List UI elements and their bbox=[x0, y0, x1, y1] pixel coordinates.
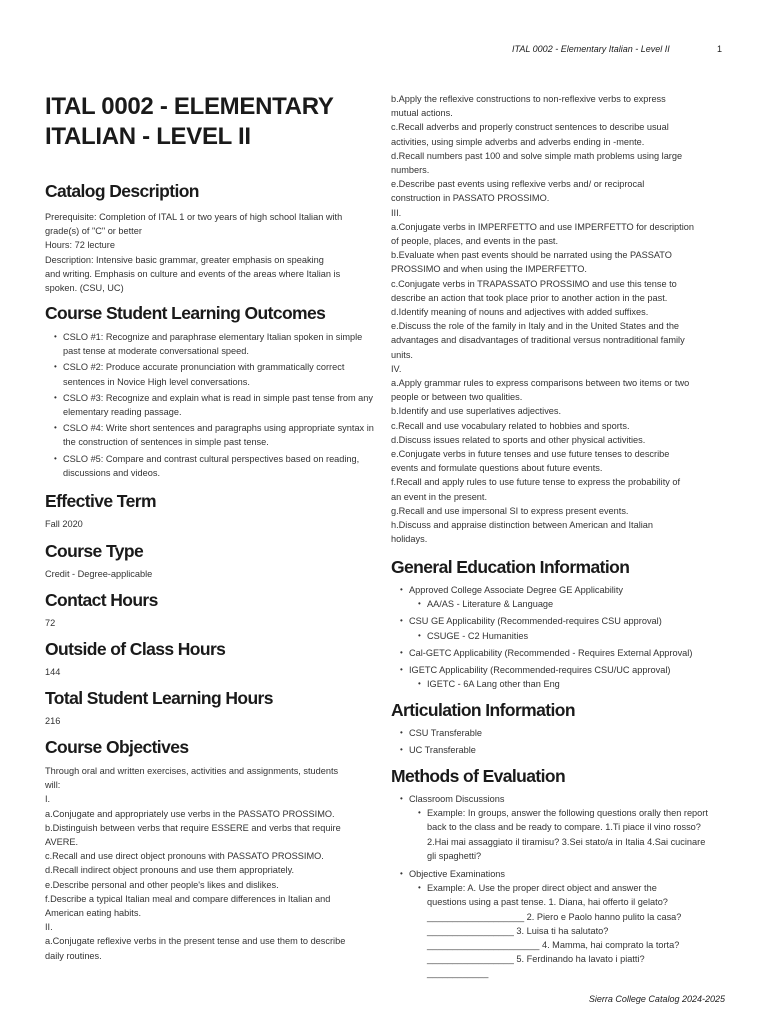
course-type-value: Credit - Degree-applicable bbox=[45, 569, 153, 579]
articulation-item: • CSU Transferable bbox=[391, 726, 726, 740]
evaluation-item bbox=[391, 792, 726, 863]
total-hours-section bbox=[45, 687, 380, 728]
catalog-description-section bbox=[45, 180, 380, 295]
course-objectives-heading: Course Objectives bbox=[45, 737, 189, 757]
cslo-item: • CSLO #2: Produce accurate pronunciation with grammatically correct sentences in Novice High level conversations. bbox=[45, 360, 380, 388]
evaluation-list bbox=[391, 792, 726, 981]
evaluation-item-label: Objective Examinations bbox=[409, 869, 506, 880]
objective-line: c.Conjugate verbs in TRAPASSATO PROSSIMO and use this tense to bbox=[391, 278, 677, 289]
outside-hours-heading: Outside of Class Hours bbox=[45, 639, 226, 659]
objective-line: I. bbox=[45, 794, 51, 805]
evaluation-example: • Example: A. Use the proper direct object and answer the questions using a past tense. 1. Diana, hai offerto il gelato? ___________________ 2. Piero e Paolo hanno pulito la casa?_________________ 3. Luisa ti ha salutato? ______________________ 4. Mamma, hai comprato la torta? _________________ 5. Ferdinando ha lavato i piatti? ____________ bbox=[409, 881, 686, 980]
effective-term-section bbox=[45, 490, 380, 531]
objective-line: activities, using simple adverbs and adverbs ending in -mente. bbox=[391, 136, 645, 147]
ge-item bbox=[391, 646, 726, 660]
cslo-section bbox=[45, 302, 380, 480]
objective-line: a.Conjugate and appropriately use verbs in the PASSATO PROSSIMO. bbox=[45, 808, 335, 819]
objective-line: holidays. bbox=[391, 534, 428, 545]
articulation-section bbox=[391, 699, 726, 757]
ge-subitem: • CSUGE - C2 Humanities bbox=[409, 629, 726, 643]
objective-line: numbers. bbox=[391, 165, 430, 176]
catalog-line: Description: Intensive basic grammar, greater emphasis on speaking bbox=[45, 254, 324, 265]
objective-line: b.Distinguish between verbs that require ESSERE and verbs that require bbox=[45, 822, 341, 833]
page-number: 1 bbox=[717, 44, 723, 54]
objective-line: a.Conjugate verbs in IMPERFETTO and use IMPERFETTO for description bbox=[391, 221, 694, 232]
catalog-description-heading: Catalog Description bbox=[45, 181, 199, 201]
evaluation-item-label: Classroom Discussions bbox=[409, 794, 505, 804]
ge-subitem: • IGETC - 6A Lang other than Eng bbox=[409, 677, 726, 691]
articulation-list bbox=[391, 726, 726, 757]
course-type-heading: Course Type bbox=[45, 541, 144, 561]
objective-line: AVERE. bbox=[45, 837, 79, 848]
objective-line: American eating habits. bbox=[45, 908, 142, 919]
articulation-heading: Articulation Information bbox=[391, 700, 575, 720]
cslo-item: • CSLO #3: Recognize and explain what is read in simple past tense from any elementary reading passage. bbox=[45, 391, 380, 419]
contact-hours-section bbox=[45, 589, 380, 630]
objective-line: c.Recall and use vocabulary related to hobbies and sports. bbox=[391, 420, 630, 431]
objective-line: e.Describe personal and other people's likes and dislikes. bbox=[45, 879, 279, 890]
running-title: ITAL 0002 - Elementary Italian - Level II bbox=[512, 44, 670, 54]
ge-item-label: Approved College Associate Degree GE Applicability bbox=[409, 585, 623, 595]
cslo-item: • CSLO #5: Compare and contrast cultural perspectives based on reading, discussions and videos. bbox=[45, 452, 380, 480]
evaluation-section bbox=[391, 765, 726, 981]
ge-heading: General Education Information bbox=[391, 557, 630, 577]
outside-hours-section bbox=[45, 638, 380, 679]
ge-item-label: Cal-GETC Applicability (Recommended - Requires External Approval) bbox=[409, 647, 693, 658]
cslo-heading: Course Student Learning Outcomes bbox=[45, 303, 326, 323]
objective-line: f.Describe a typical Italian meal and compare differences in Italian and bbox=[45, 893, 331, 904]
course-type-section bbox=[45, 540, 380, 581]
evaluation-heading: Methods of Evaluation bbox=[391, 766, 566, 786]
objective-line: of people, places, and events in the past. bbox=[391, 236, 559, 247]
ge-subitem: • AA/AS - Literature & Language bbox=[409, 597, 726, 611]
evaluation-item bbox=[391, 867, 726, 981]
total-hours-heading: Total Student Learning Hours bbox=[45, 688, 273, 708]
cslo-list bbox=[45, 330, 380, 480]
objective-line: g.Recall and use impersonal SI to express present events. bbox=[391, 505, 629, 516]
articulation-item: • UC Transferable bbox=[391, 743, 726, 757]
objective-line: e.Conjugate verbs in future tenses and use future tenses to describe bbox=[391, 449, 670, 460]
running-header bbox=[0, 44, 770, 58]
objectives-left-body bbox=[45, 764, 380, 963]
catalog-line: Prerequisite: Completion of ITAL 1 or two years of high school Italian with bbox=[45, 212, 343, 222]
contact-hours-heading: Contact Hours bbox=[45, 590, 158, 610]
objective-line: Through oral and written exercises, activities and assignments, students bbox=[45, 766, 339, 776]
objective-line: advantages and disadvantages of traditional versus nontraditional family bbox=[391, 335, 685, 346]
objective-line: an event in the present. bbox=[391, 491, 488, 502]
ge-item bbox=[391, 614, 726, 642]
contact-hours-value: 72 bbox=[45, 618, 56, 628]
objective-line: d.Recall indirect object pronouns and use them appropriately. bbox=[45, 865, 295, 876]
total-hours-value: 216 bbox=[45, 716, 61, 726]
effective-term-heading: Effective Term bbox=[45, 491, 156, 511]
catalog-line: grade(s) of "C" or better bbox=[45, 226, 142, 237]
ge-item bbox=[391, 663, 726, 691]
objective-line: II. bbox=[45, 922, 53, 933]
objective-line: c.Recall adverbs and properly construct sentences to describe usual bbox=[391, 122, 669, 133]
objective-line: IV. bbox=[391, 363, 402, 374]
objective-line: III. bbox=[391, 207, 402, 218]
evaluation-example: • Example: In groups, answer the following questions orally then report back to the class and be ready to compare. 1.Ti piace il vino rosso? 2.Hai mai assaggiato il tiramisu? 3.Sei stato/a in Italia 4.Sai cucinare gli spaghetti? bbox=[409, 806, 714, 863]
catalog-line: spoken. (CSU, UC) bbox=[45, 283, 124, 294]
objective-line: construction in PASSATO PROSSIMO. bbox=[391, 193, 550, 204]
catalog-line: and writing. Emphasis on culture and events of the areas where Italian is bbox=[45, 268, 341, 279]
objective-line: f.Recall and apply rules to use future tense to express the probability of bbox=[391, 477, 681, 488]
objective-line: d.Discuss issues related to sports and other physical activities. bbox=[391, 434, 646, 445]
objective-line: events and formulate questions about future events. bbox=[391, 463, 603, 474]
objective-line: mutual actions. bbox=[391, 108, 453, 119]
ge-item-label: IGETC Applicability (Recommended-requires CSU/UC approval) bbox=[409, 665, 671, 676]
cslo-item: • CSLO #1: Recognize and paraphrase elementary Italian spoken in simple past tense at moderate conversational speed. bbox=[45, 330, 380, 358]
objective-line: describe an action that took place prior to another action in the past. bbox=[391, 292, 668, 303]
objective-line: d.Identify meaning of nouns and adjectives with added suffixes. bbox=[391, 307, 649, 318]
page-footer: Sierra College Catalog 2024-2025 bbox=[588, 994, 725, 1004]
ge-list bbox=[391, 583, 726, 691]
objective-line: a.Conjugate reflexive verbs in the present tense and use them to describe bbox=[45, 936, 346, 947]
course-objectives-section bbox=[45, 736, 380, 963]
objective-line: people or between two qualities. bbox=[391, 392, 523, 403]
ge-item-label: CSU GE Applicability (Recommended-requires CSU approval) bbox=[409, 616, 662, 627]
page-title: ITAL 0002 - ELEMENTARY ITALIAN - LEVEL II bbox=[45, 93, 334, 150]
outside-hours-value: 144 bbox=[45, 667, 61, 677]
ge-item bbox=[391, 583, 726, 611]
objective-line: daily routines. bbox=[45, 950, 102, 961]
objective-line: b.Identify and use superlatives adjectives. bbox=[391, 406, 562, 417]
objective-line: PROSSIMO and when using the IMPERFETTO. bbox=[391, 264, 587, 275]
objective-line: b.Apply the reflexive constructions to non-reflexive verbs to express bbox=[391, 94, 666, 104]
objective-line: will: bbox=[45, 780, 61, 791]
objective-line: a.Apply grammar rules to express comparisons between two items or two bbox=[391, 378, 690, 389]
objective-line: c.Recall and use direct object pronouns with PASSATO PROSSIMO. bbox=[45, 851, 324, 862]
objective-line: e.Describe past events using reflexive verbs and/ or reciprocal bbox=[391, 179, 645, 190]
objective-line: units. bbox=[391, 349, 413, 360]
catalog-line: Hours: 72 lecture bbox=[45, 240, 115, 251]
cslo-item: • CSLO #4: Write short sentences and paragraphs using appropriate syntax in the construction of sentences in simple past tense. bbox=[45, 421, 380, 449]
objective-line: e.Discuss the role of the family in Italy and in the United States and the bbox=[391, 321, 680, 332]
catalog-description-body bbox=[45, 210, 380, 295]
objectives-right-body bbox=[391, 92, 726, 547]
objective-line: b.Evaluate when past events should be narrated using the PASSATO bbox=[391, 250, 672, 261]
objective-line: h.Discuss and appraise distinction between American and Italian bbox=[391, 520, 653, 531]
ge-section bbox=[391, 556, 726, 691]
objective-line: d.Recall numbers past 100 and solve simple math problems using large bbox=[391, 150, 683, 161]
effective-term-value: Fall 2020 bbox=[45, 519, 83, 529]
